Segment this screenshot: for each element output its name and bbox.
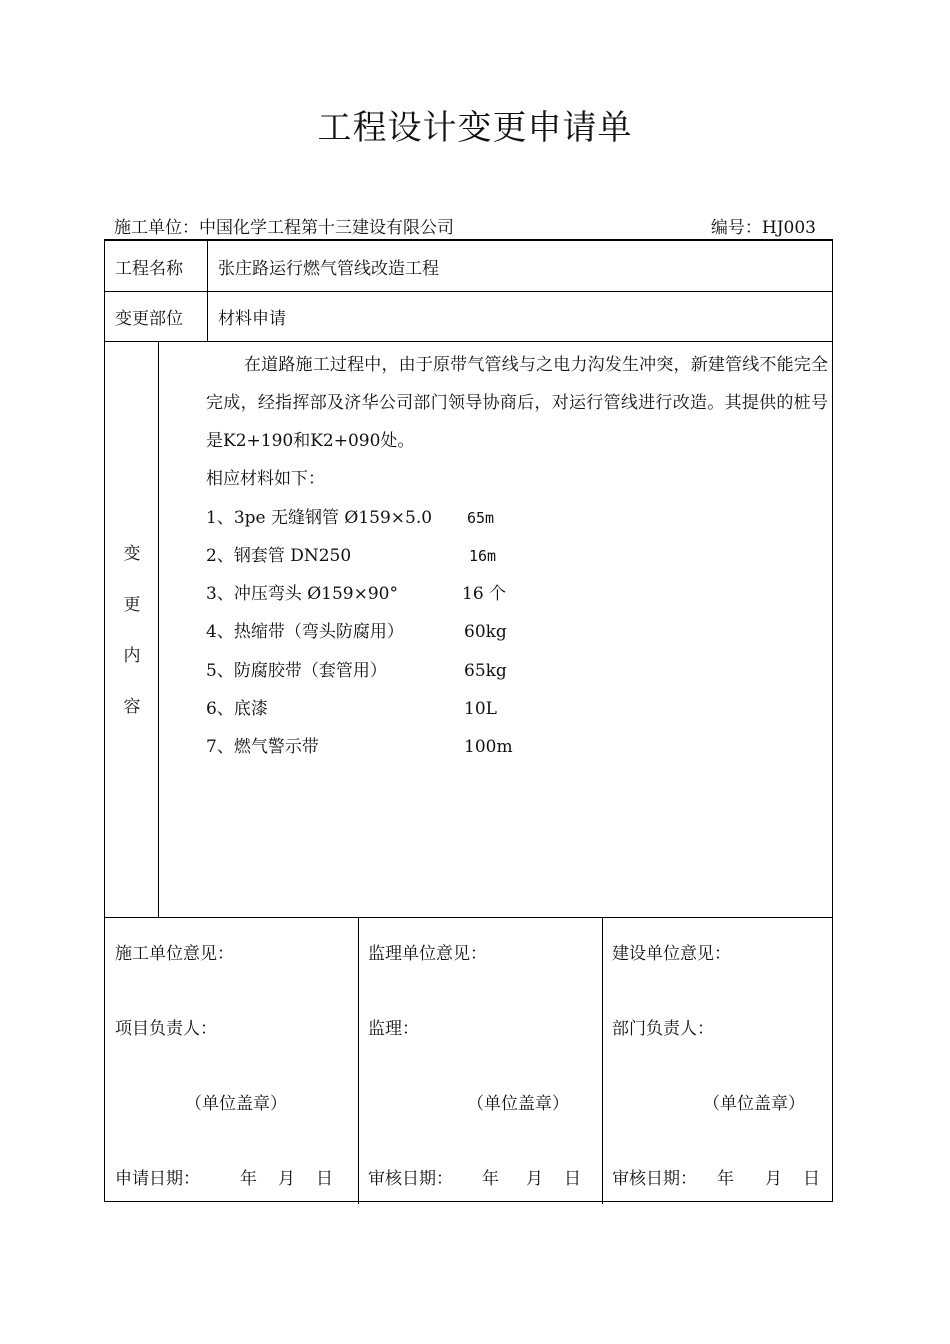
change-content-label-char: 变 [123, 544, 141, 564]
project-manager-label: 项目负责人： [115, 1019, 217, 1039]
supervision-opinion-label: 监理单位意见： [368, 944, 487, 964]
change-content-label-char: 更 [123, 595, 141, 615]
row-divider [105, 291, 832, 292]
project-name-value: 张庄路运行燃气管线改造工程 [218, 259, 439, 279]
material-qty: 65m [467, 509, 495, 527]
change-part-value: 材料申请 [218, 309, 286, 329]
material-qty: 100m [464, 737, 513, 757]
material-qty: 65kg [464, 661, 507, 681]
supervisor-label: 监理： [368, 1019, 419, 1039]
construction-unit-text: 施工单位：中国化学工程第十三建设有限公司 [114, 218, 454, 238]
date-month: 月 [765, 1169, 782, 1189]
date-year: 年 [240, 1169, 257, 1189]
date-day: 日 [316, 1169, 333, 1189]
material-name: 1、3pe 无缝钢管 Ø159×5.0 [206, 508, 433, 528]
material-name: 5、防腐胶带（套管用） [206, 661, 387, 681]
date-day: 日 [564, 1169, 581, 1189]
change-request-form [104, 239, 833, 1202]
date-label: 申请日期： [115, 1169, 200, 1189]
material-name: 4、热缩带（弯头防腐用） [206, 622, 404, 642]
date-year: 年 [717, 1169, 734, 1189]
project-name-label: 工程名称 [115, 259, 183, 279]
document-title: 工程设计变更申请单 [317, 108, 633, 148]
unit-seal-text: （单位盖章） [467, 1094, 569, 1114]
owner-opinion-label: 建设单位意见： [612, 944, 731, 964]
department-head-label: 部门负责人： [612, 1019, 714, 1039]
material-qty: 10L [464, 699, 497, 719]
material-qty: 16 个 [462, 584, 507, 604]
construction-opinion-label: 施工单位意见： [115, 944, 234, 964]
owner-unit-opinion [602, 917, 831, 1204]
date-day: 日 [803, 1169, 820, 1189]
change-description: 在道路施工过程中，由于原带气管线与之电力沟发生冲突，新建管线不能完全完成，经指挥部及济华公司部门领导协商后，对运行管线进行改造。其提供的桩号是K2+190和K2+090处。 [206, 355, 828, 451]
date-month: 月 [278, 1169, 295, 1189]
materials-intro-text: 相应材料如下： [206, 469, 325, 489]
material-name: 3、冲压弯头 Ø159×90° [206, 584, 398, 604]
serial-number-text: 编号：HJ003 [710, 218, 816, 238]
date-month: 月 [526, 1169, 543, 1189]
change-content-label-char: 内 [123, 646, 141, 666]
date-label: 审核日期： [368, 1169, 453, 1189]
supervision-unit-opinion [358, 917, 602, 1204]
header-meta-row [114, 213, 816, 239]
material-name: 2、钢套管 DN250 [206, 546, 352, 566]
change-content-label-char: 容 [123, 697, 141, 717]
change-part-label: 变更部位 [115, 309, 183, 329]
material-qty: 16m [469, 547, 497, 565]
date-label: 审核日期： [612, 1169, 697, 1189]
material-name: 7、燃气警示带 [206, 737, 319, 757]
unit-seal-text: （单位盖章） [185, 1094, 287, 1114]
construction-unit-opinion [105, 917, 358, 1204]
material-name: 6、底漆 [206, 699, 268, 719]
date-year: 年 [482, 1169, 499, 1189]
unit-seal-text: （单位盖章） [703, 1094, 805, 1114]
column-divider [207, 241, 208, 341]
material-qty: 60kg [464, 622, 507, 642]
row-divider [105, 341, 832, 342]
